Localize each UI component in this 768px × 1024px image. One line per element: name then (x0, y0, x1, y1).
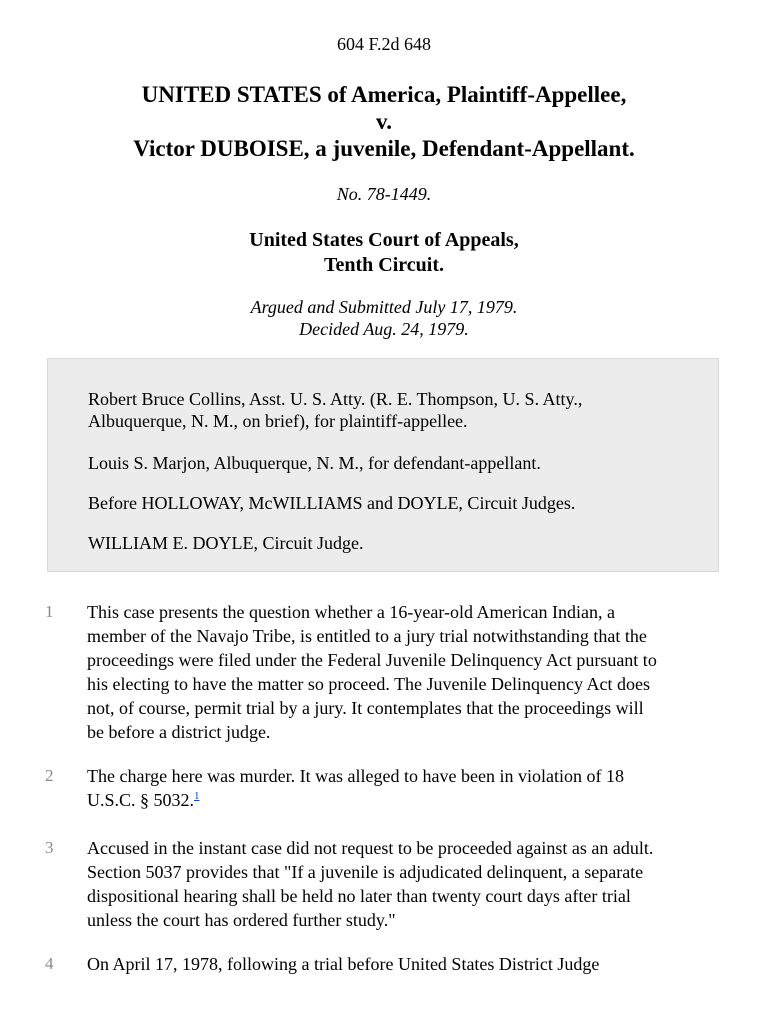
paragraph-text (87, 764, 727, 812)
paragraph-text (87, 600, 727, 744)
text-line: proceedings were filed under the Federal Juvenile Delinquency Act pursuant to (87, 650, 657, 670)
text-line: The charge here was murder. It was alleged to have been in violation of 18 (87, 766, 624, 786)
paragraph-text (87, 836, 727, 932)
paragraph-number: 3 (45, 838, 54, 857)
case-title (0, 81, 768, 162)
argued-date: Argued and Submitted July 17, 1979. (250, 297, 518, 317)
text-line: Section 5037 provides that "If a juvenile is adjudicated delinquent, a separate (87, 862, 644, 882)
title-versus: v. (376, 109, 392, 134)
text-line: U.S.C. § 5032. (87, 790, 195, 810)
text-line: dispositional hearing shall be held no later than twenty court days after trial (87, 886, 631, 906)
paragraph-number: 1 (45, 602, 54, 621)
text-line: be before a district judge. (87, 722, 271, 742)
text-line: Accused in the instant case did not request to be proceeded against as an adult. (87, 838, 654, 858)
text-line: This case presents the question whether a 16-year-old American Indian, a (87, 602, 615, 622)
docket-number: No. 78-1449. (336, 184, 432, 204)
counsel-appellee (88, 388, 688, 432)
paragraph-number: 2 (45, 766, 54, 785)
paragraph-text (87, 952, 727, 976)
court-name (0, 228, 768, 278)
footnote-link[interactable]: 1 (194, 790, 200, 802)
decided-date: Decided Aug. 24, 1979. (299, 319, 469, 339)
title-plaintiff: UNITED STATES of America, Plaintiff-Appellee, (141, 82, 627, 107)
text-line: member of the Navajo Tribe, is entitled to a jury trial notwithstanding that the (87, 626, 647, 646)
case-dates (0, 296, 768, 340)
text-line: not, of course, permit trial by a jury. It contemplates that the proceedings will (87, 698, 644, 718)
text-line: unless the court has ordered further study." (87, 910, 396, 930)
opinion-author: WILLIAM E. DOYLE, Circuit Judge. (88, 533, 364, 553)
case-citation: 604 F.2d 648 (336, 34, 432, 54)
text-line: On April 17, 1978, following a trial before United States District Judge (87, 954, 600, 974)
counsel-appellee-line-1: Robert Bruce Collins, Asst. U. S. Atty. (R. E. Thompson, U. S. Atty., (88, 389, 583, 409)
judges-panel: Before HOLLOWAY, McWILLIAMS and DOYLE, Circuit Judges. (88, 493, 576, 513)
court-line-2: Tenth Circuit. (323, 254, 445, 276)
title-defendant: Victor DUBOISE, a juvenile, Defendant-Appellant. (133, 136, 635, 161)
text-line: his electing to have the matter so proceed. The Juvenile Delinquency Act does (87, 674, 650, 694)
court-line-1: United States Court of Appeals, (249, 229, 519, 251)
counsel-appellee-line-2: Albuquerque, N. M., on brief), for plaintiff-appellee. (88, 411, 468, 431)
paragraph-number: 4 (45, 954, 54, 973)
counsel-appellant: Louis S. Marjon, Albuquerque, N. M., for defendant-appellant. (88, 453, 541, 473)
counsel-panel (47, 358, 719, 572)
